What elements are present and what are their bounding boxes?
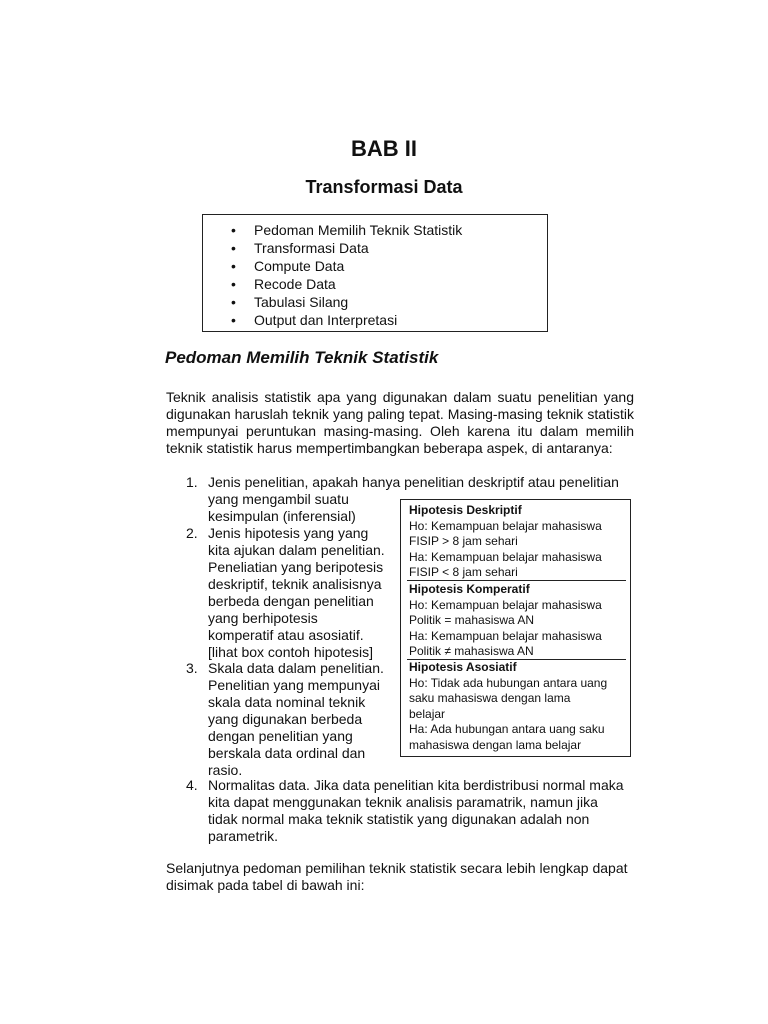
hypothesis-comparative bbox=[409, 582, 626, 660]
list-line: Jenis penelitian, apakah hanya penelitian deskriptif atau penelitian bbox=[208, 474, 619, 490]
divider bbox=[407, 580, 626, 581]
list-line: Peneliatian yang beripotesis bbox=[208, 559, 384, 575]
list-line: skala data nominal teknik bbox=[208, 694, 366, 710]
list-number: 4. bbox=[186, 777, 198, 793]
hypothesis-descriptive bbox=[409, 503, 626, 581]
list-line: rasio. bbox=[208, 762, 243, 778]
list-line: komperatif atau asosiatif. bbox=[208, 627, 364, 643]
list-line: Jenis hipotesis yang yang bbox=[208, 525, 369, 541]
list-line: deskriptif, teknik analisisnya bbox=[208, 576, 382, 592]
section-title: Pedoman Memilih Teknik Statistik bbox=[165, 348, 439, 367]
hypothesis-line: FISIP < 8 jam sehari bbox=[409, 565, 518, 579]
topic-item: • Output dan Interpretasi bbox=[231, 311, 462, 329]
topic-item: • Compute Data bbox=[231, 257, 462, 275]
hypothesis-line: belajar bbox=[409, 706, 446, 721]
list-line: Skala data dalam penelitian. bbox=[208, 660, 384, 676]
hypothesis-box bbox=[400, 499, 631, 757]
chapter-heading: BAB II bbox=[351, 136, 417, 161]
hypothesis-title: Hipotesis Komperatif bbox=[409, 582, 530, 596]
list-line: berskala data ordinal dan bbox=[208, 745, 366, 761]
hypothesis-line: Ha: Kemampuan belajar mahasiswa bbox=[409, 549, 602, 564]
closing-line: disimak pada tabel di bawah ini: bbox=[166, 877, 365, 893]
topic-item: • Pedoman Memilih Teknik Statistik bbox=[231, 221, 462, 239]
hypothesis-line: Ho: Kemampuan belajar mahasiswa bbox=[409, 518, 602, 533]
hypothesis-line: saku mahasiswa dengan lama bbox=[409, 691, 571, 705]
list-line: Penelitian yang mempunyai bbox=[208, 677, 380, 693]
chapter-title: Transformasi Data bbox=[305, 177, 463, 197]
topics-box bbox=[202, 214, 548, 332]
list-line: kesimpulan (inferensial) bbox=[208, 508, 356, 524]
hypothesis-title: Hipotesis Deskriptif bbox=[409, 503, 522, 517]
list-number: 3. bbox=[186, 660, 198, 676]
list-line: yang mengambil suatu bbox=[208, 491, 349, 507]
list-number: 2. bbox=[186, 525, 198, 541]
list-line: kita dapat menggunakan teknik analisis paramatrik, namun jika bbox=[208, 794, 598, 810]
closing-paragraph bbox=[166, 860, 636, 894]
hypothesis-line: Politik = mahasiswa AN bbox=[409, 613, 535, 627]
topic-item: • Recode Data bbox=[231, 275, 462, 293]
list-line: kita ajukan dalam penelitian. bbox=[208, 542, 385, 558]
hypothesis-line: Ha: Ada hubungan antara uang saku bbox=[409, 722, 605, 736]
hypothesis-line: Ho: Tidak ada hubungan antara uang bbox=[409, 675, 608, 690]
list-line: [lihat box contoh hipotesis] bbox=[208, 644, 373, 660]
list-line: dengan penelitian yang bbox=[208, 728, 353, 744]
hypothesis-line: FISIP > 8 jam sehari bbox=[409, 534, 518, 548]
list-line: yang berhipotesis bbox=[208, 610, 318, 626]
hypothesis-line: Politik ≠ mahasiswa AN bbox=[409, 644, 534, 658]
list-line: berbeda dengan penelitian bbox=[208, 593, 374, 609]
hypothesis-line: Ha: Kemampuan belajar mahasiswa bbox=[409, 628, 602, 643]
closing-line: Selanjutnya pedoman pemilihan teknik statistik secara lebih lengkap dapat bbox=[166, 860, 628, 876]
hypothesis-line: mahasiswa dengan lama belajar bbox=[409, 737, 582, 752]
topics-list bbox=[231, 221, 462, 329]
list-number: 1. bbox=[186, 474, 198, 490]
topic-item: • Tabulasi Silang bbox=[231, 293, 462, 311]
hypothesis-line: Ho: Kemampuan belajar mahasiswa bbox=[409, 597, 602, 612]
list-line: parametrik. bbox=[208, 828, 279, 844]
hypothesis-title: Hipotesis Asosiatif bbox=[409, 660, 517, 674]
intro-paragraph: Teknik analisis statistik apa yang digunakan dalam suatu penelitian yang digunakan haruslah teknik yang paling tepat. Masing-masing teknik statistik mempunyai peruntukan masing-masing. Oleh karena itu dalam memilih teknik statistik harus mempertimbangkan beberapa aspek, di antaranya: bbox=[166, 389, 634, 456]
hypothesis-associative bbox=[409, 660, 626, 753]
list-line: Normalitas data. Jika data penelitian kita berdistribusi normal maka bbox=[208, 777, 624, 793]
list-line: yang digunakan berbeda bbox=[208, 711, 363, 727]
topic-item: • Transformasi Data bbox=[231, 239, 462, 257]
list-line: tidak normal maka teknik statistik yang digunakan adalah non bbox=[208, 811, 590, 827]
